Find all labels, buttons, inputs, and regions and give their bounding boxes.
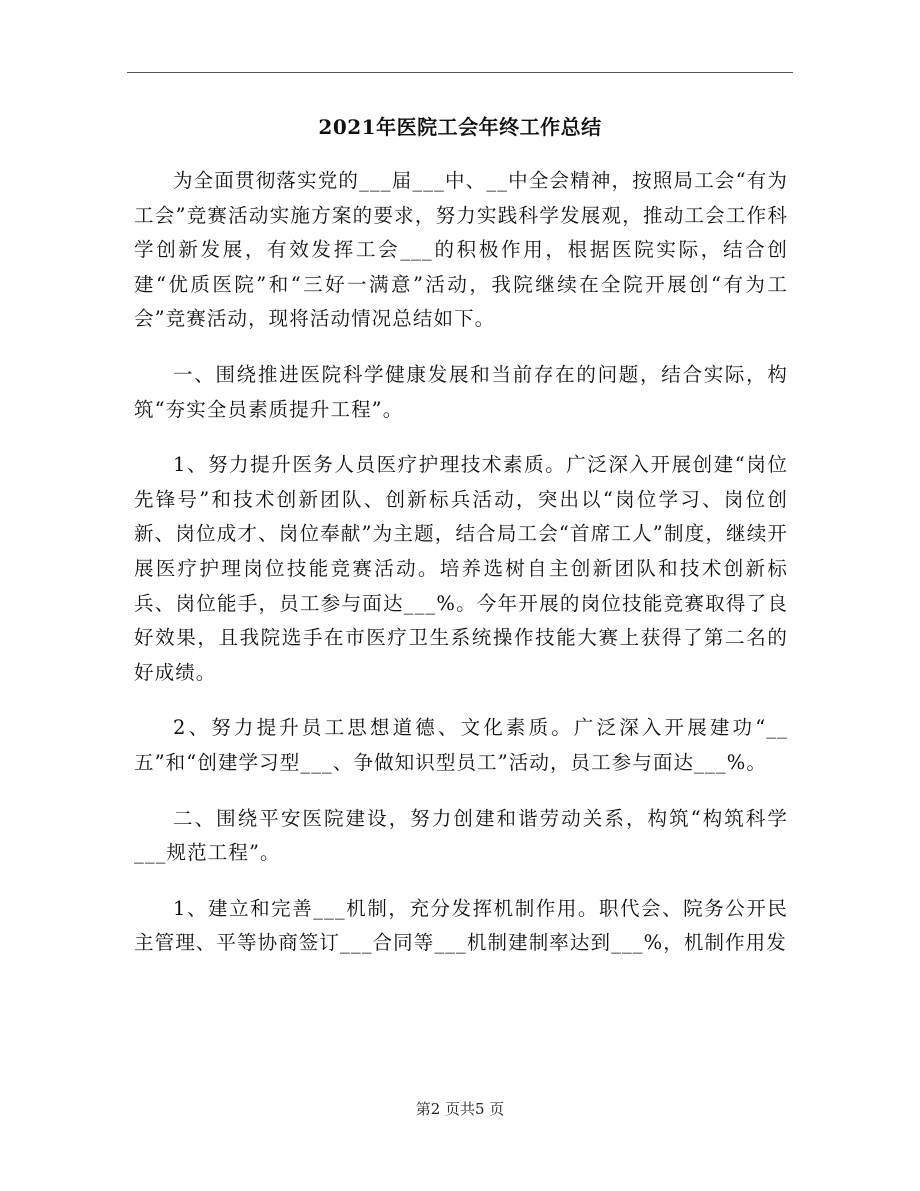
paragraph-item-2-1: 1、建立和完善___机制，充分发挥机制作用。职代会、院务公开民主管理、平等协商签订___合同等___机制建制率达到___%，机制作用发 <box>134 896 788 955</box>
paragraph-section-1: 一、围绕推进医院科学健康发展和当前存在的问题，结合实际，构筑“夯实全员素质提升工程”。 <box>134 362 788 421</box>
page-number: 第2 页共5 页 <box>415 1100 505 1118</box>
paragraph-intro: 为全面贯彻落实党的___届___中、__中全会精神，按照局工会“有为工会”竞赛活动实施方案的要求，努力实践科学发展观，推动工会工作科学创新发展，有效发挥工会___的积极作用，根据医院实际，结合创建“优质医院”和“三好一满意”活动，我院继续在全院开展创“有为工会”竞赛活动，现将活动情况总结如下。 <box>134 169 788 331</box>
document-title: 2021年医院工会年终工作总结 <box>318 115 602 139</box>
paragraph-section-2: 二、围绕平安医院建设，努力创建和谐劳动关系，构筑“构筑科学___规范工程”。 <box>134 806 788 865</box>
document-body <box>134 164 788 982</box>
paragraph-item-1-1: 1、努力提升医务人员医疗护理技术素质。广泛深入开展创建“岗位先锋号”和技术创新团队、创新标兵活动，突出以“岗位学习、岗位创新、岗位成才、岗位奉献”为主题，结合局工会“首席工人”制度，继续开展医疗护理岗位技能竞赛活动。培养选树自主创新团队和技术创新标兵、岗位能手，员工参与面达___%。今年开展的岗位技能竞赛取得了良好效果，且我院选手在市医疗卫生系统操作技能大赛上获得了第二名的好成绩。 <box>134 453 788 684</box>
paragraph-item-1-2: 2、努力提升员工思想道德、文化素质。广泛深入开展建功“__五”和“创建学习型___、争做知识型员工”活动，员工参与面达___%。 <box>134 716 788 774</box>
header-divider <box>127 72 793 73</box>
